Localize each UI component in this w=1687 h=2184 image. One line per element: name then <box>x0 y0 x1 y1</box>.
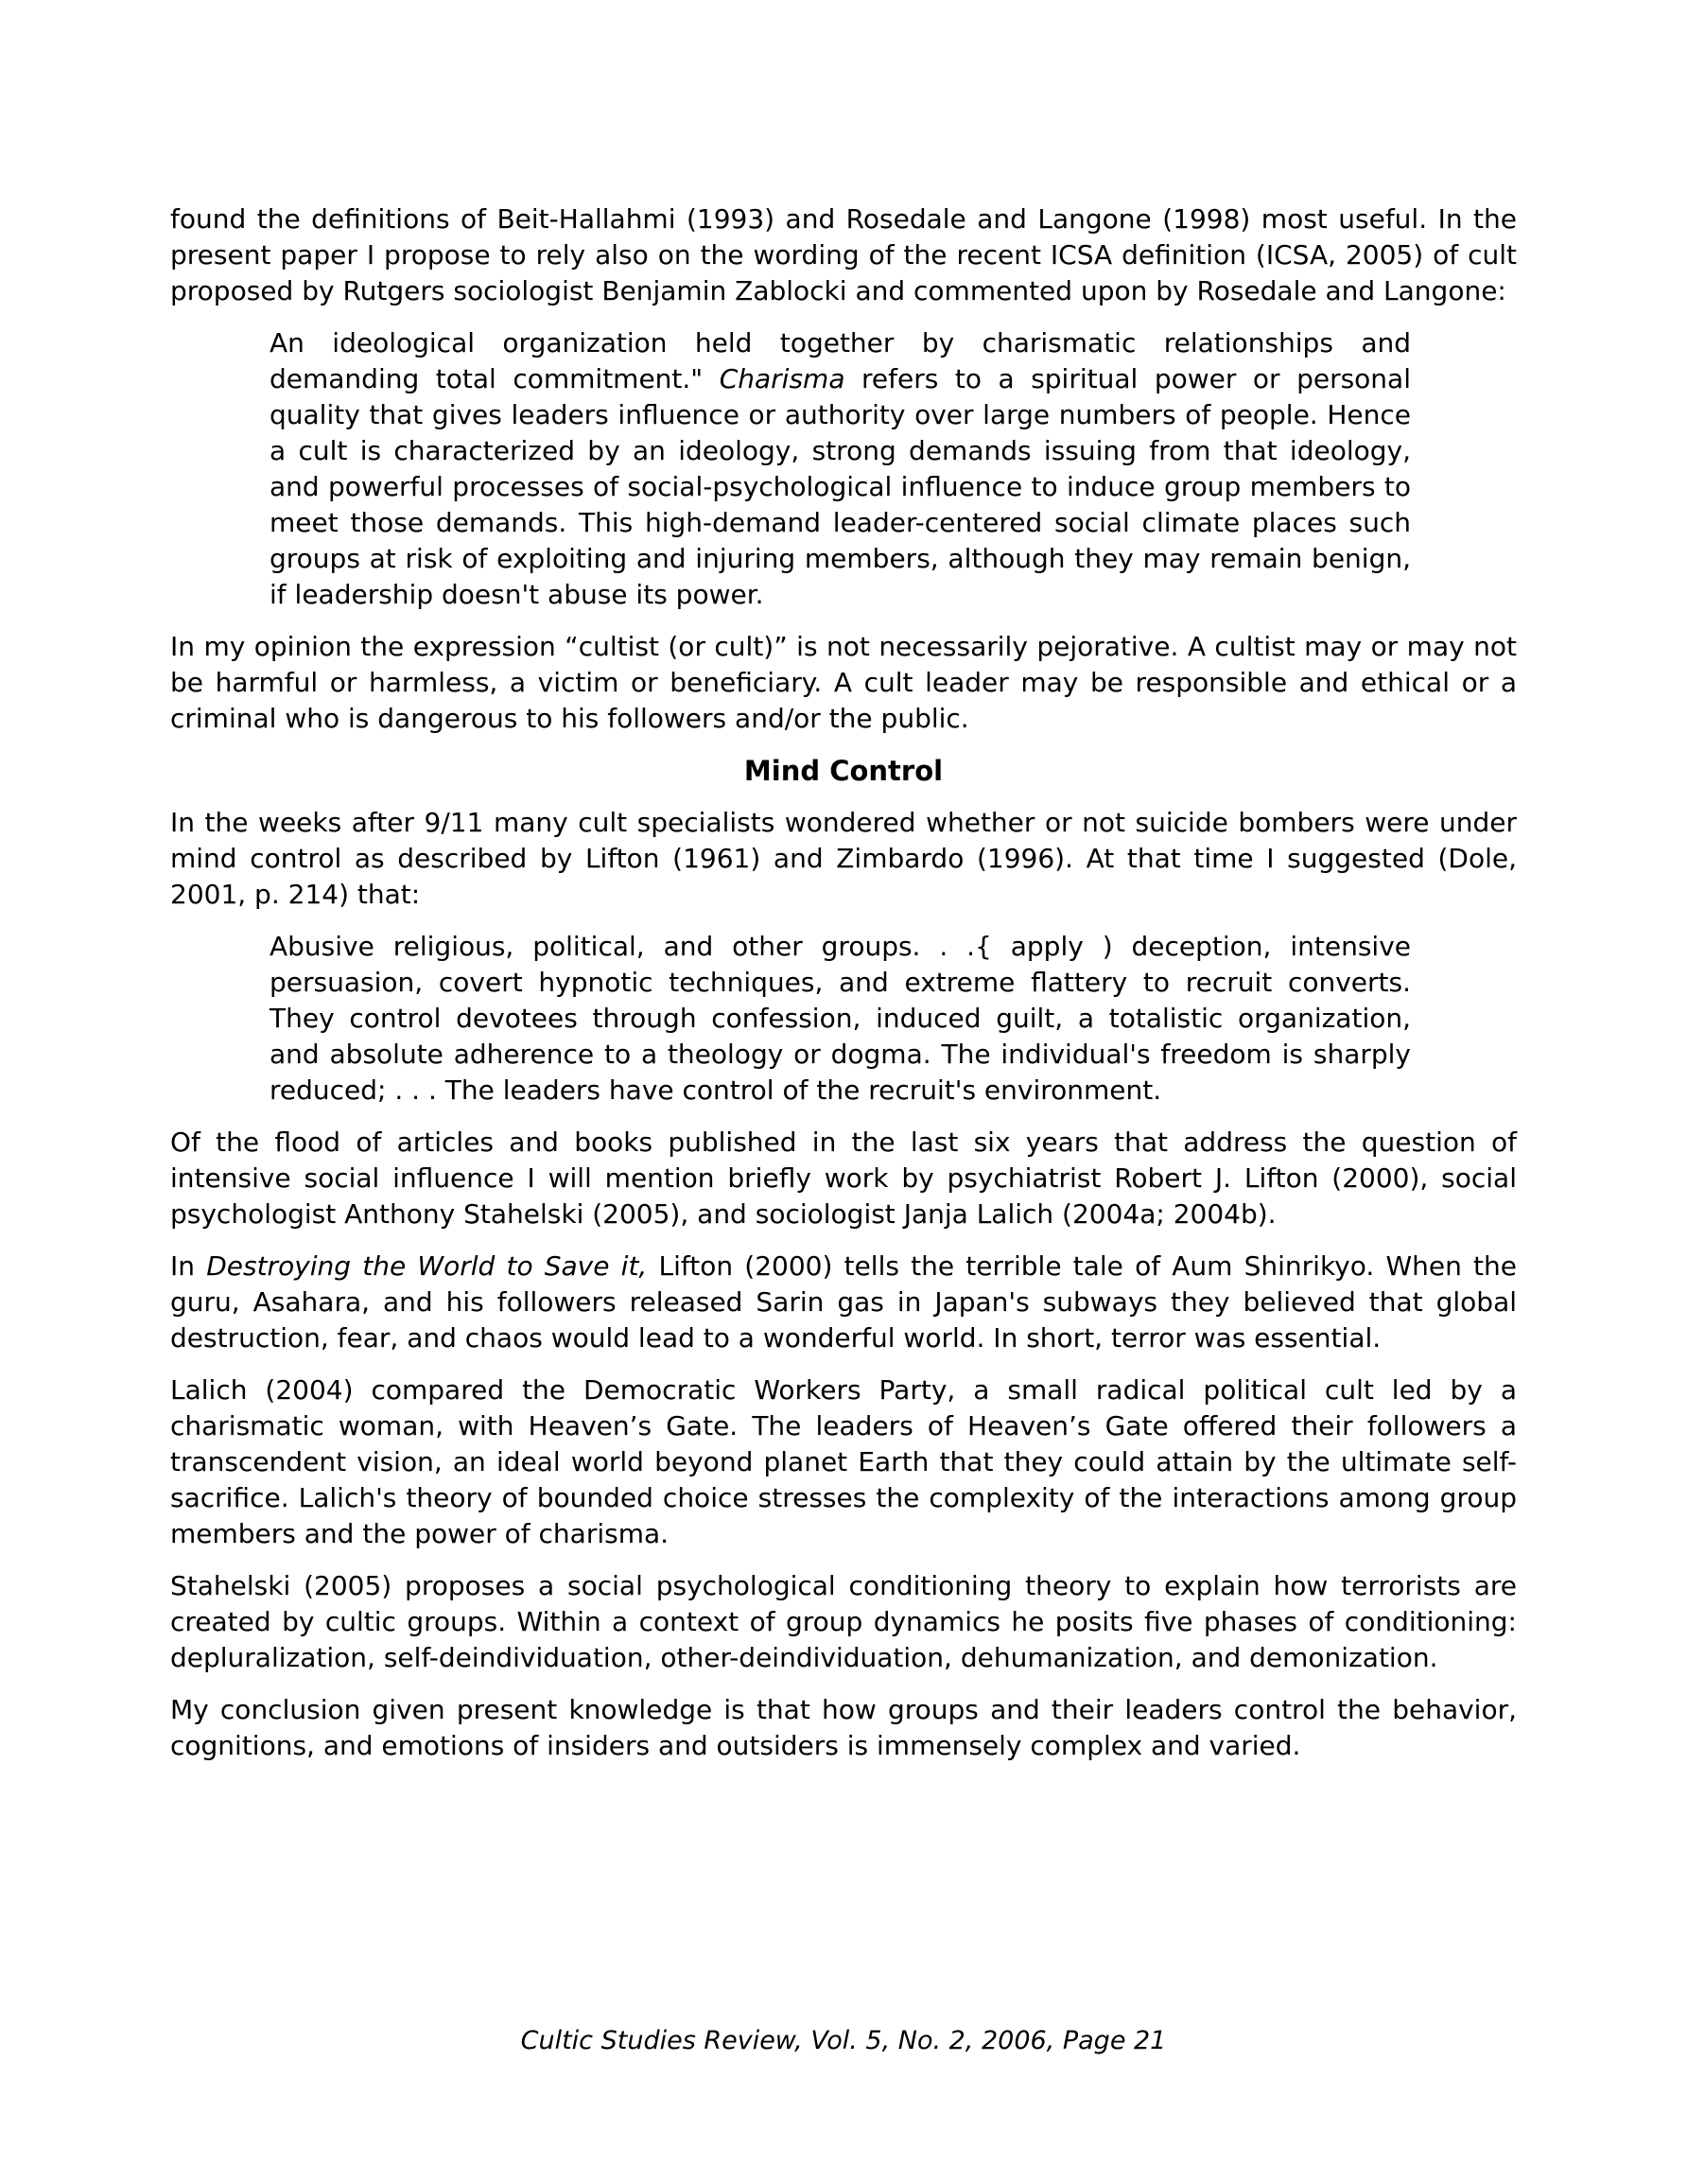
text-run: Charisma <box>719 363 845 394</box>
block-quote <box>270 929 1411 1109</box>
paragraph <box>170 1692 1517 1764</box>
text-run: Of the flood of articles and books published in the last six years that address the question of intensive social influence I will mention briefly work by psychiatrist Robert J. Lifton (2000), social psychologist Anthony Stahelski (2005), and sociologist Janja Lalich (2004a; 2004b). <box>170 1127 1517 1230</box>
text-run: Mind Control <box>743 755 944 787</box>
journal-footer: Cultic Studies Review, Vol. 5, No. 2, 2006, Page 21 <box>520 2026 1167 2055</box>
block-quote <box>270 325 1411 613</box>
paragraph <box>170 1568 1517 1676</box>
text-run: In <box>170 1250 207 1282</box>
text-run: refers to a spiritual power or personal quality that gives leaders influence or authority over large numbers of people. Hence a cult is characterized by an ideology, strong demands issuing from that ideology, and powerful processes of social-psychological influence to induce group members to meet those demands. This high-demand leader-centered social climate places such groups at risk of exploiting and injuring members, although they may remain benign, if leadership doesn't abuse its power. <box>270 363 1411 610</box>
text-run: Destroying the World to Save it, <box>206 1250 648 1282</box>
text-run: Lalich (2004) compared the Democratic Workers Party, a small radical political cult led by a charismatic woman, with Heaven’s Gate. The leaders of Heaven’s Gate offered their followers a transcendent vision, an ideal world beyond planet Earth that they could attain by the ultimate self-sacrifice. Lalich's theory of bounded choice stresses the complexity of the interactions among group members and the power of charisma. <box>170 1374 1517 1549</box>
text-run: In the weeks after 9/11 many cult specialists wondered whether or not suicide bombers were under mind control as described by Lifton (1961) and Zimbardo (1996). At that time I suggested (Dole, 2001, p. 214) that: <box>170 807 1517 910</box>
paragraph <box>170 1125 1517 1232</box>
text-run: An ideological organization held together by charismatic relationships and demanding total commitment." <box>270 327 1411 394</box>
text-run: Abusive religious, political, and other groups. . .{ apply ) deception, intensive persuasion, covert hypnotic techniques, and extreme flattery to recruit converts. They control devotees through confession, induced guilt, a totalistic organization, and absolute adherence to a theology or dogma. The individual's freedom is sharply reduced; . . . The leaders have control of the recruit's environment. <box>270 931 1411 1106</box>
paragraph <box>170 201 1517 309</box>
paragraph <box>170 629 1517 737</box>
document-body <box>170 201 1517 1780</box>
text-run: Stahelski (2005) proposes a social psychological conditioning theory to explain how terrorists are created by cultic groups. Within a context of group dynamics he posits five phases of conditioning: depluralization, self-deindividuation, other-deindividuation, dehumanization, and demonization. <box>170 1570 1517 1673</box>
text-run: In my opinion the expression “cultist (or cult)” is not necessarily pejorative. A cultist may or may not be harmful or harmless, a victim or beneficiary. A cult leader may be responsible and ethical or a criminal who is dangerous to his followers and/or the public. <box>170 631 1517 734</box>
text-run: Lifton (2000) tells the terrible tale of Aum Shinrikyo. When the guru, Asahara, and his followers released Sarin gas in Japan's subways they believed that global destruction, fear, and chaos would lead to a wonderful world. In short, terror was essential. <box>170 1250 1518 1354</box>
text-run: found the definitions of Beit-Hallahmi (1993) and Rosedale and Langone (1998) most useful. In the present paper I propose to rely also on the wording of the recent ICSA definition (ICSA, 2005) of cult proposed by Rutgers sociologist Benjamin Zablocki and commented upon by Rosedale and Langone: <box>170 203 1517 306</box>
paragraph <box>170 1249 1517 1356</box>
section-heading <box>170 753 1517 789</box>
paragraph <box>170 805 1517 913</box>
text-run: My conclusion given present knowledge is that how groups and their leaders control the behavior, cognitions, and emotions of insiders and outsiders is immensely complex and varied. <box>170 1694 1517 1761</box>
paragraph <box>170 1372 1517 1552</box>
